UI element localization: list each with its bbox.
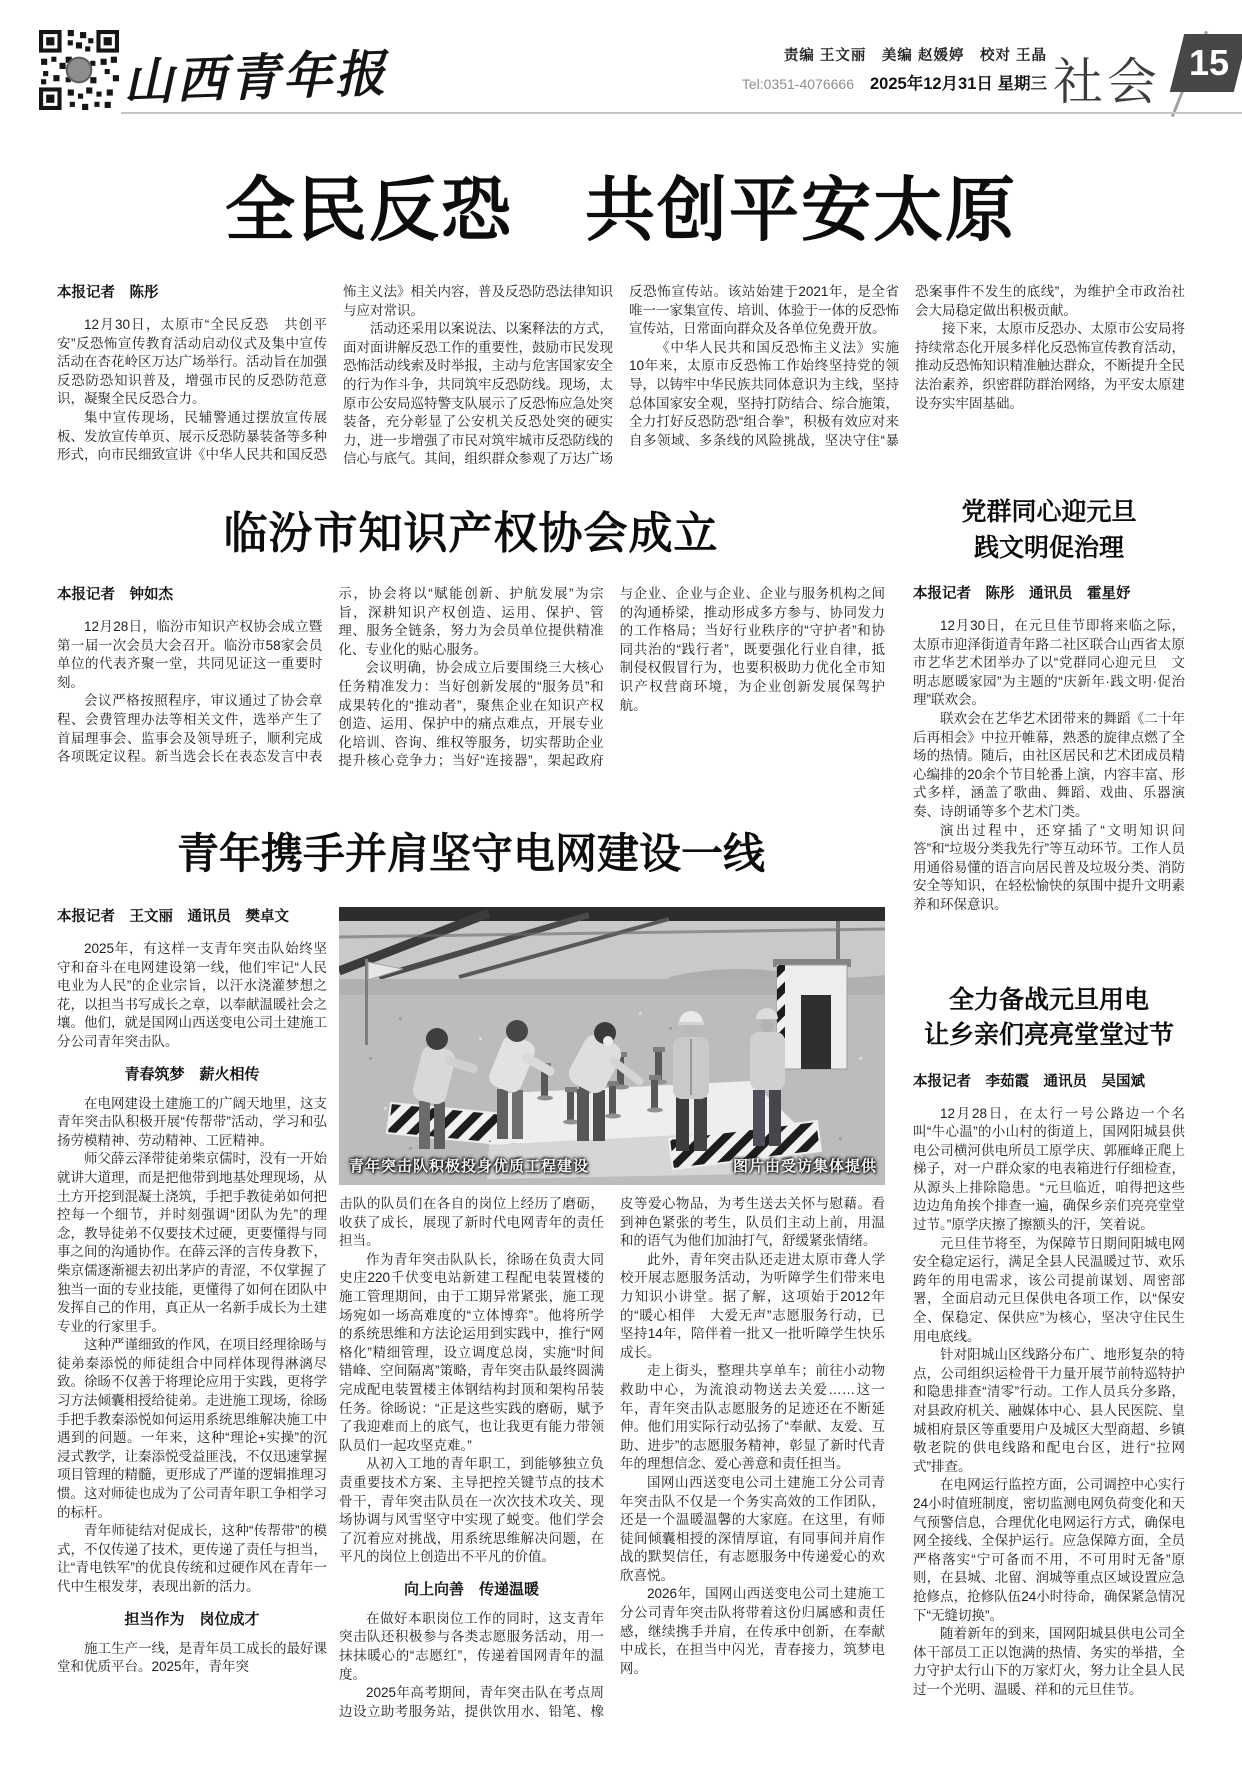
section-subhead: 担当作为 岗位成才	[124, 1610, 260, 1628]
body-paragraph: 在做好本职岗位工作的同时，这支青年突击队还积极参与各类志愿服务活动，用一抹抹暖心的“志愿红”，传递着国网青年的温度。	[339, 1610, 604, 1682]
byline: 本报记者 陈彤 通讯员 霍星妤	[913, 586, 1131, 602]
photo-caption: 青年突击队积极投身优质工程建设	[349, 1158, 590, 1175]
article-ip-association	[57, 497, 885, 777]
header-rule	[121, 112, 1242, 114]
body-paragraph: 击队的队员们在各自的岗位上经历了磨砺，收获了成长，展现了新时代电网青年的责任担当。	[339, 1196, 604, 1249]
body-paragraph: 作为青年突击队队长，徐旸在负责大同史庄220千伏变电站新建工程配电装置楼的施工管理期间，由于工期异常紧张，施工现场宛如一场高难度的“立体博弈”。他将所学的系统思维和方法论运用到实践中，推行“网格化”精细管理，设立调度总岗，实施“时间错峰、空间隔离”策略，青年突击队最终圆满完成配电装置楼主体钢结构封顶和架构吊装任务。徐旸说：“正是这些实践的磨砺，赋予了我迎难而上的底气，也让我更有能力带领队员们一起攻坚克难。”	[339, 1251, 604, 1453]
body-paragraph: 施工生产一线，是青年员工成长的最好课堂和优质平台。2025年，青年突	[57, 1640, 327, 1675]
body-paragraph: 青年师徒结对促成长，这种“传帮带”的模式，不仅传递了技术，更传递了责任与担当，让“青电铁军”的优良传统和过硬作风在青年一代中生根发芽，表现出新的活力。	[57, 1523, 327, 1594]
editors-line: 责编 王文丽 美编 赵媛婷 校对 王晶	[783, 48, 1047, 64]
page-header	[57, 34, 1230, 120]
article-column-1	[57, 907, 327, 1731]
article-body	[57, 283, 1185, 475]
body-paragraph: 集中宣传现场，民辅警通过摆放宣传展板、发放宣传单页、展示反恐防暴装备等多种形式，向市民细致宣讲《中华人民共和国反恐怖主义法》相关内容，普及反恐防恐法律知识与应对常识。	[57, 284, 613, 463]
body-paragraph: 会议明确，协会成立后要围绕三大核心任务精准发力：当好创新发展的“服务员”和成果转化的“推动者”，聚焦企业在知识产权创造、运用、保护中的痛点难点，开展专业化培训、咨询、维权等服务，切实帮助企业提升核心竞争力；当好“连接器”，架起政府与企业、企业与企业、企业与服务机构之间的沟通桥梁，推动形成多方参与、协同发力的工作格局；当好行业秩序的“守护者”和协同共治的“践行者”，既要强化行业自律，抵制侵权假冒行为，也要积极助力优化全市知识产权营商环境，为企业创新发展保驾护航。	[338, 586, 885, 769]
article-power-newyear	[913, 983, 1185, 1700]
body-paragraph: 从初入工地的青年职工，到能够独立负责重要技术方案、主导把控关键节点的技术骨干，青年突击队员在一次次技术攻关、现场协调与风雪坚守中实现了蜕变。他们学会了沉着应对挑战，用系统思维解决问题，在平凡的岗位上创造出不平凡的价值。	[339, 1456, 604, 1565]
body-paragraph: 联欢会在艺华艺术团带来的舞蹈《二十年后再相会》中拉开帷幕，熟悉的旋律点燃了全场的热情。随后，由社区居民和艺术团成员精心编排的20余个节目轮番上演，内容丰富、形式多样，涵盖了歌曲、舞蹈、戏曲、乐器演奏、诗朗诵等多个艺术门类。	[913, 710, 1185, 819]
body-paragraph: 元旦佳节将至，为保障节日期间阳城电网安全稳定运行，满足全县人民温暖过节、欢乐跨年的用电需求，该公司提前谋划、周密部署，全面启动元旦保供电各项工作，以“保安全、保稳定、保供应”为核心，坚决守住民生用电底线。	[913, 1235, 1185, 1344]
main-headline: 全民反恐 共创平安太原	[225, 171, 1017, 249]
article-party-newyear	[913, 495, 1185, 915]
body-paragraph: 2026年，国网山西送变电公司土建施工分公司青年突击队将带着这份归属感和责任感，继续携手并肩，在传承中创新，在奉献中成长，在担当中闪光，青春接力，筑梦电网。	[620, 1586, 885, 1676]
left-zone	[57, 483, 885, 1731]
body-paragraph: 12月28日，在太行一号公路边一个名叫“牛心温”的小山村的街道上，国网阳城县供电公司横河供电所员工原学庆、郭雁峰正爬上梯子，对一户群众家的电表箱进行仔细检查，从源头上排除隐患。“元旦临近，咱得把这些边边角角挨个排查一遍，确保乡亲们亮亮堂堂过节。”原学庆擦了擦额头的汗，笑着说。	[913, 1105, 1185, 1233]
right-zone	[913, 483, 1185, 1731]
article-headline: 临汾市知识产权协会成立	[223, 509, 719, 558]
body-paragraph: 2025年，有这样一支青年突击队始终坚守和奋斗在电网建设第一线，他们牢记“人民电业为人民”的企业宗旨，以汗水浇灌梦想之花，以担当书写成长之章，以奉献温暖社会之壤。他们，就是国网山西送变电公司土建施工分公司青年突击队。	[57, 941, 327, 1049]
body-paragraph: 在电网运行监控方面，公司调控中心实行24小时值班制度，密切监测电网负荷变化和天气预警信息，合理优化电网运行方式，确保电网全接线、全保护运行。应急保障方面，全员严格落实“宁可备而不用，不可用时无备”原则，在县城、北留、润城等重点区域设置应急抢修点，抢修队伍24小时待命，确保紧急情况下“无缝切换”。	[913, 1477, 1185, 1623]
body-paragraph: 走上街头，整理共享单车；前往小动物救助中心，为流浪动物送去关爱……这一年，青年突击队志愿服务的足迹还在不断延伸。他们用实际行动弘扬了“奉献、友爱、互助、进步”的志愿服务精神，彰显了新时代青年的理想信念、爱心善意和责任担当。	[620, 1363, 885, 1472]
page-number-badge: 15	[1170, 34, 1242, 92]
news-photo	[339, 907, 885, 1185]
body-paragraph: 活动还采用以案说法、以案释法的方式，面对面讲解反恐工作的重要性，鼓励市民发现恐怖活动线索及时举报，主动与危害国家安全的行为作斗争，共同筑牢反恐防线。现场，太原市公安局巡特警支队展示了反恐怖应急处突装备，充分彰显了公安机关反恐处突的硬实力，进一步增强了市民对筑牢城市反恐防线的信心与底气。其间，组织群众参观了万达广场反恐怖宣传站。该站始建于2021年，是全省唯一一家集宣传、培训、体验于一体的反恐怖宣传站，日常面向群众及各单位免费开放。	[343, 284, 899, 467]
byline: 本报记者 陈彤	[57, 285, 159, 301]
body-paragraph: 12月28日，临汾市知识产权协会成立暨第一届一次会员大会召开。临汾市58家会员单位的代表齐聚一堂，共同见证这一重要时刻。	[57, 619, 323, 690]
header-meta	[742, 44, 1047, 94]
photo-credit: 图片由受访集体提供	[732, 1158, 877, 1175]
body-paragraph: 12月30日，在元旦佳节即将来临之际，太原市迎泽街道青年路二社区联合山西省太原市艺华艺术团举办了以“党群同心迎元旦 文明志愿暖家园”为主题的“庆新年·践文明·促治理”联欢会。	[913, 618, 1185, 708]
byline: 本报记者 王文丽 通讯员 樊卓文	[57, 909, 289, 925]
qr-code-icon	[39, 30, 119, 110]
article-headline: 青年携手并肩坚守电网建设一线	[176, 830, 765, 877]
body-paragraph: 12月30日，太原市“全民反恐 共创平安”反恐怖宣传教育活动启动仪式及集中宣传活动在杏花岭区万达广场举行。活动旨在加强反恐防恐知识普及，增强市民的反恐防范意识，凝聚全民反恐合力。	[57, 317, 327, 407]
body-paragraph: 接下来，太原市反恐办、太原市公安局将持续常态化开展多样化反恐怖宣传教育活动，推动反恐怖知识精准触达群众，不断提升全民法治素养，织密群防群治网络，为平安太原建设夯实牢固基础。	[915, 321, 1185, 411]
article-youth-grid	[57, 821, 885, 1731]
issue-date: 2025年12月31日 星期三	[870, 75, 1047, 93]
lower-zone	[57, 483, 1185, 1731]
body-paragraph: 会议严格按照程序，审议通过了协会章程、会费管理办法等相关文件，选举产生了首届理事会、监事会及领导班子，顺利完成各项既定议程。新当选会长在表态发言中表示，协会将以“赋能创新、护航发展”为宗旨，深耕知识产权创造、运用、保护、管理、服务全链条，努力为会员单位提供精准化、专业化的贴心服务。	[57, 586, 604, 765]
phone-number: Tel:0351-4076666	[741, 76, 854, 92]
body-paragraph: 师父薛云泽带徒弟柴京儒时，没有一开始就讲大道理，而是把他带到地基处理现场，从土方开挖到混凝土浇筑，手把手教徒弟如何把控每一个细节，并时刻强调“团队为先”的理念，教导徒弟不仅要技术过硬，更要懂得与同事之间的沟通协作。在薛云泽的言传身教下，柴京儒逐渐褪去初出茅庐的青涩，不仅掌握了独当一面的专业技能，更懂得了如何在团队中发挥自己的作用，真正从一名新手成长为土建专业的行家里手。	[57, 1151, 327, 1334]
body-paragraph: 在电网建设土建施工的广阔天地里，这支青年突击队积极开展“传帮带”活动，学习和弘扬劳模精神、劳动精神、工匠精神。	[57, 1095, 327, 1148]
body-paragraph: 针对阳城山区线路分布广、地形复杂的特点，公司组织运检骨干力量开展节前特巡特护和隐患排查“清零”行动。工作人员兵分多路，对县政府机关、融媒体中心、县人民医院、皇城相府景区等重要用户及城区大型商超、乡镇敬老院的供电线路和配电台区，进行“拉网式”排查。	[913, 1347, 1185, 1474]
article-headline: 党群同心迎元旦 践文明促治理	[961, 498, 1137, 562]
section-subhead: 青春筑梦 薪火相传	[124, 1065, 260, 1083]
body-paragraph: 2025年高考期间，青年突击队在考点周边设立助考服务站，提供饮用水、铅笔、橡皮等爱心物品，为考生送去关怀与慰藉。看到神色紧张的考生，队员们主动上前，用温和的语气为他们加油打气，舒缓紧张情绪。	[339, 1196, 885, 1719]
body-paragraph: 此外，青年突击队还走进太原市聋人学校开展志愿服务活动，为听障学生们带来电力知识小讲堂。据了解，这项始于2012年的“暖心相伴 大爱无声”志愿服务行动，已坚持14年，陪伴着一批又一批听障学生快乐成长。	[620, 1251, 885, 1360]
article-body	[57, 585, 885, 777]
construction-site-illustration	[339, 907, 885, 1185]
newspaper-masthead: 山西青年报	[122, 45, 390, 111]
section-subhead: 向上向善 传递温暖	[403, 1580, 539, 1598]
byline: 本报记者 李茹霞 通讯员 吴国斌	[913, 1073, 1145, 1090]
article-columns-2-3	[339, 907, 885, 1731]
article-counter-terror	[57, 154, 1185, 475]
body-paragraph: 演出过程中，还穿插了“文明知识问答”和“垃圾分类我先行”等互动环节。工作人员用通俗易懂的语言向居民普及垃圾分类、消防安全等知识，在轻松愉快的氛围中提升文明素养和环保意识。	[913, 822, 1185, 912]
body-paragraph: 《中华人民共和国反恐怖主义法》实施10年来，太原市反恐怖工作始终坚持党的领导，以铸牢中华民族共同体意识为主线，坚持总体国家安全观，坚持打防结合、综合施策，全力打好反恐防恐“组合拳”，积极有效应对来自多领域、多条线的风险挑战，坚决守住“暴恐案事件不发生的底线”，为维护全市政治社会大局稳定做出积极贡献。	[629, 284, 1185, 448]
article-headline: 全力备战元旦用电 让乡亲们亮亮堂堂过节	[923, 985, 1174, 1049]
article-body-continued	[339, 1195, 885, 1731]
body-paragraph: 随着新年的到来，国网阳城县供电公司全体干部员工正以饱满的热情、务实的举措，全力守护太行山下的万家灯火，努力让全县人民过一个光明、温暖、祥和的元旦佳节。	[913, 1626, 1185, 1697]
body-paragraph: 国网山西送变电公司土建施工分公司青年突击队不仅是一个务实高效的工作团队，还是一个温暖温馨的大家庭。在这里，有师徒间倾囊相授的深情厚谊，有同事间并肩作战的默契信任，有志愿服务中传递爱心的欢欣喜悦。	[620, 1474, 885, 1583]
body-paragraph: 这种严谨细致的作风，在项目经理徐旸与徒弟秦添悦的师徒组合中同样体现得淋漓尽致。徐旸不仅善于将理论应用于实践，更将学习方法倾囊相授给徒弟。走进施工现场，徐旸手把手教秦添悦如何运用系统思维解决施工中遇到的问题。一年来，这种“理论+实操”的沉浸式教学，让秦添悦受益匪浅，不仅迅速掌握项目管理的精髓，更形成了严谨的逻辑推理习惯。这对师徒也成为了公司青年职工争相学习的标杆。	[57, 1337, 327, 1520]
byline: 本报记者 钟如杰	[57, 587, 173, 603]
section-title: 社会	[1053, 54, 1161, 110]
